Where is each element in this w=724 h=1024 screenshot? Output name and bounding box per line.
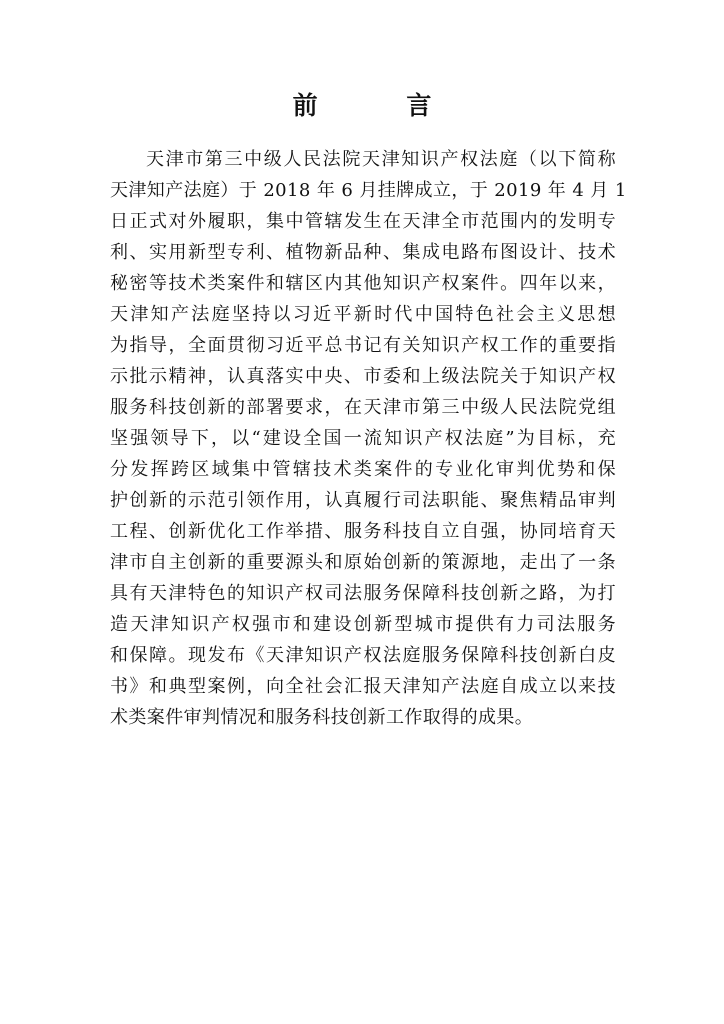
paragraph-line: 天津知产法庭）于 2018 年 6 月挂牌成立，于 2019 年 4 月 1 [110, 180, 627, 201]
paragraph-line: 护创新的示范引领作用，认真履行司法职能、聚焦精品审判 [110, 490, 616, 511]
paragraph-line: 津市自主创新的重要源头和原始创新的策源地，走出了一条 [110, 552, 616, 573]
paragraph-line: 示批示精神，认真落实中央、市委和上级法院关于知识产权 [110, 366, 616, 387]
paragraph-line: 坚强领导下，以“建设全国一流知识产权法庭”为目标，充 [110, 428, 616, 449]
paragraph-line: 书》和典型案例，向全社会汇报天津知产法庭自成立以来技 [110, 676, 616, 697]
paragraph-line: 和保障。现发布《天津知识产权法庭服务保障科技创新白皮 [110, 645, 616, 666]
paragraph-line: 造天津知识产权强市和建设创新型城市提供有力司法服务 [110, 614, 616, 635]
paragraph-line: 服务科技创新的部署要求，在天津市第三中级人民法院党组 [110, 397, 616, 418]
paragraph-line: 天津市第三中级人民法院天津知识产权法庭（以下简称 [146, 149, 616, 170]
paragraph-line: 工程、创新优化工作举措、服务科技自立自强，协同培育天 [110, 521, 616, 542]
paragraph-line: 利、实用新型专利、植物新品种、集成电路布图设计、技术 [110, 242, 616, 263]
paragraph-line: 秘密等技术类案件和辖区内其他知识产权案件。四年以来， [110, 273, 616, 294]
preface-paragraph [110, 144, 627, 733]
paragraph-line: 具有天津特色的知识产权司法服务保障科技创新之路，为打 [110, 583, 616, 604]
paragraph-line: 日正式对外履职，集中管辖发生在天津全市范围内的发明专 [110, 211, 616, 232]
paragraph-line: 术类案件审判情况和服务科技创新工作取得的成果。 [110, 707, 534, 728]
page-title: 前 言 [292, 91, 472, 120]
paragraph-line: 分发挥跨区域集中管辖技术类案件的专业化审判优势和保 [110, 459, 616, 480]
paragraph-line: 为指导，全面贯彻习近平总书记有关知识产权工作的重要指 [110, 335, 616, 356]
paragraph-line: 天津知产法庭坚持以习近平新时代中国特色社会主义思想 [110, 304, 616, 325]
